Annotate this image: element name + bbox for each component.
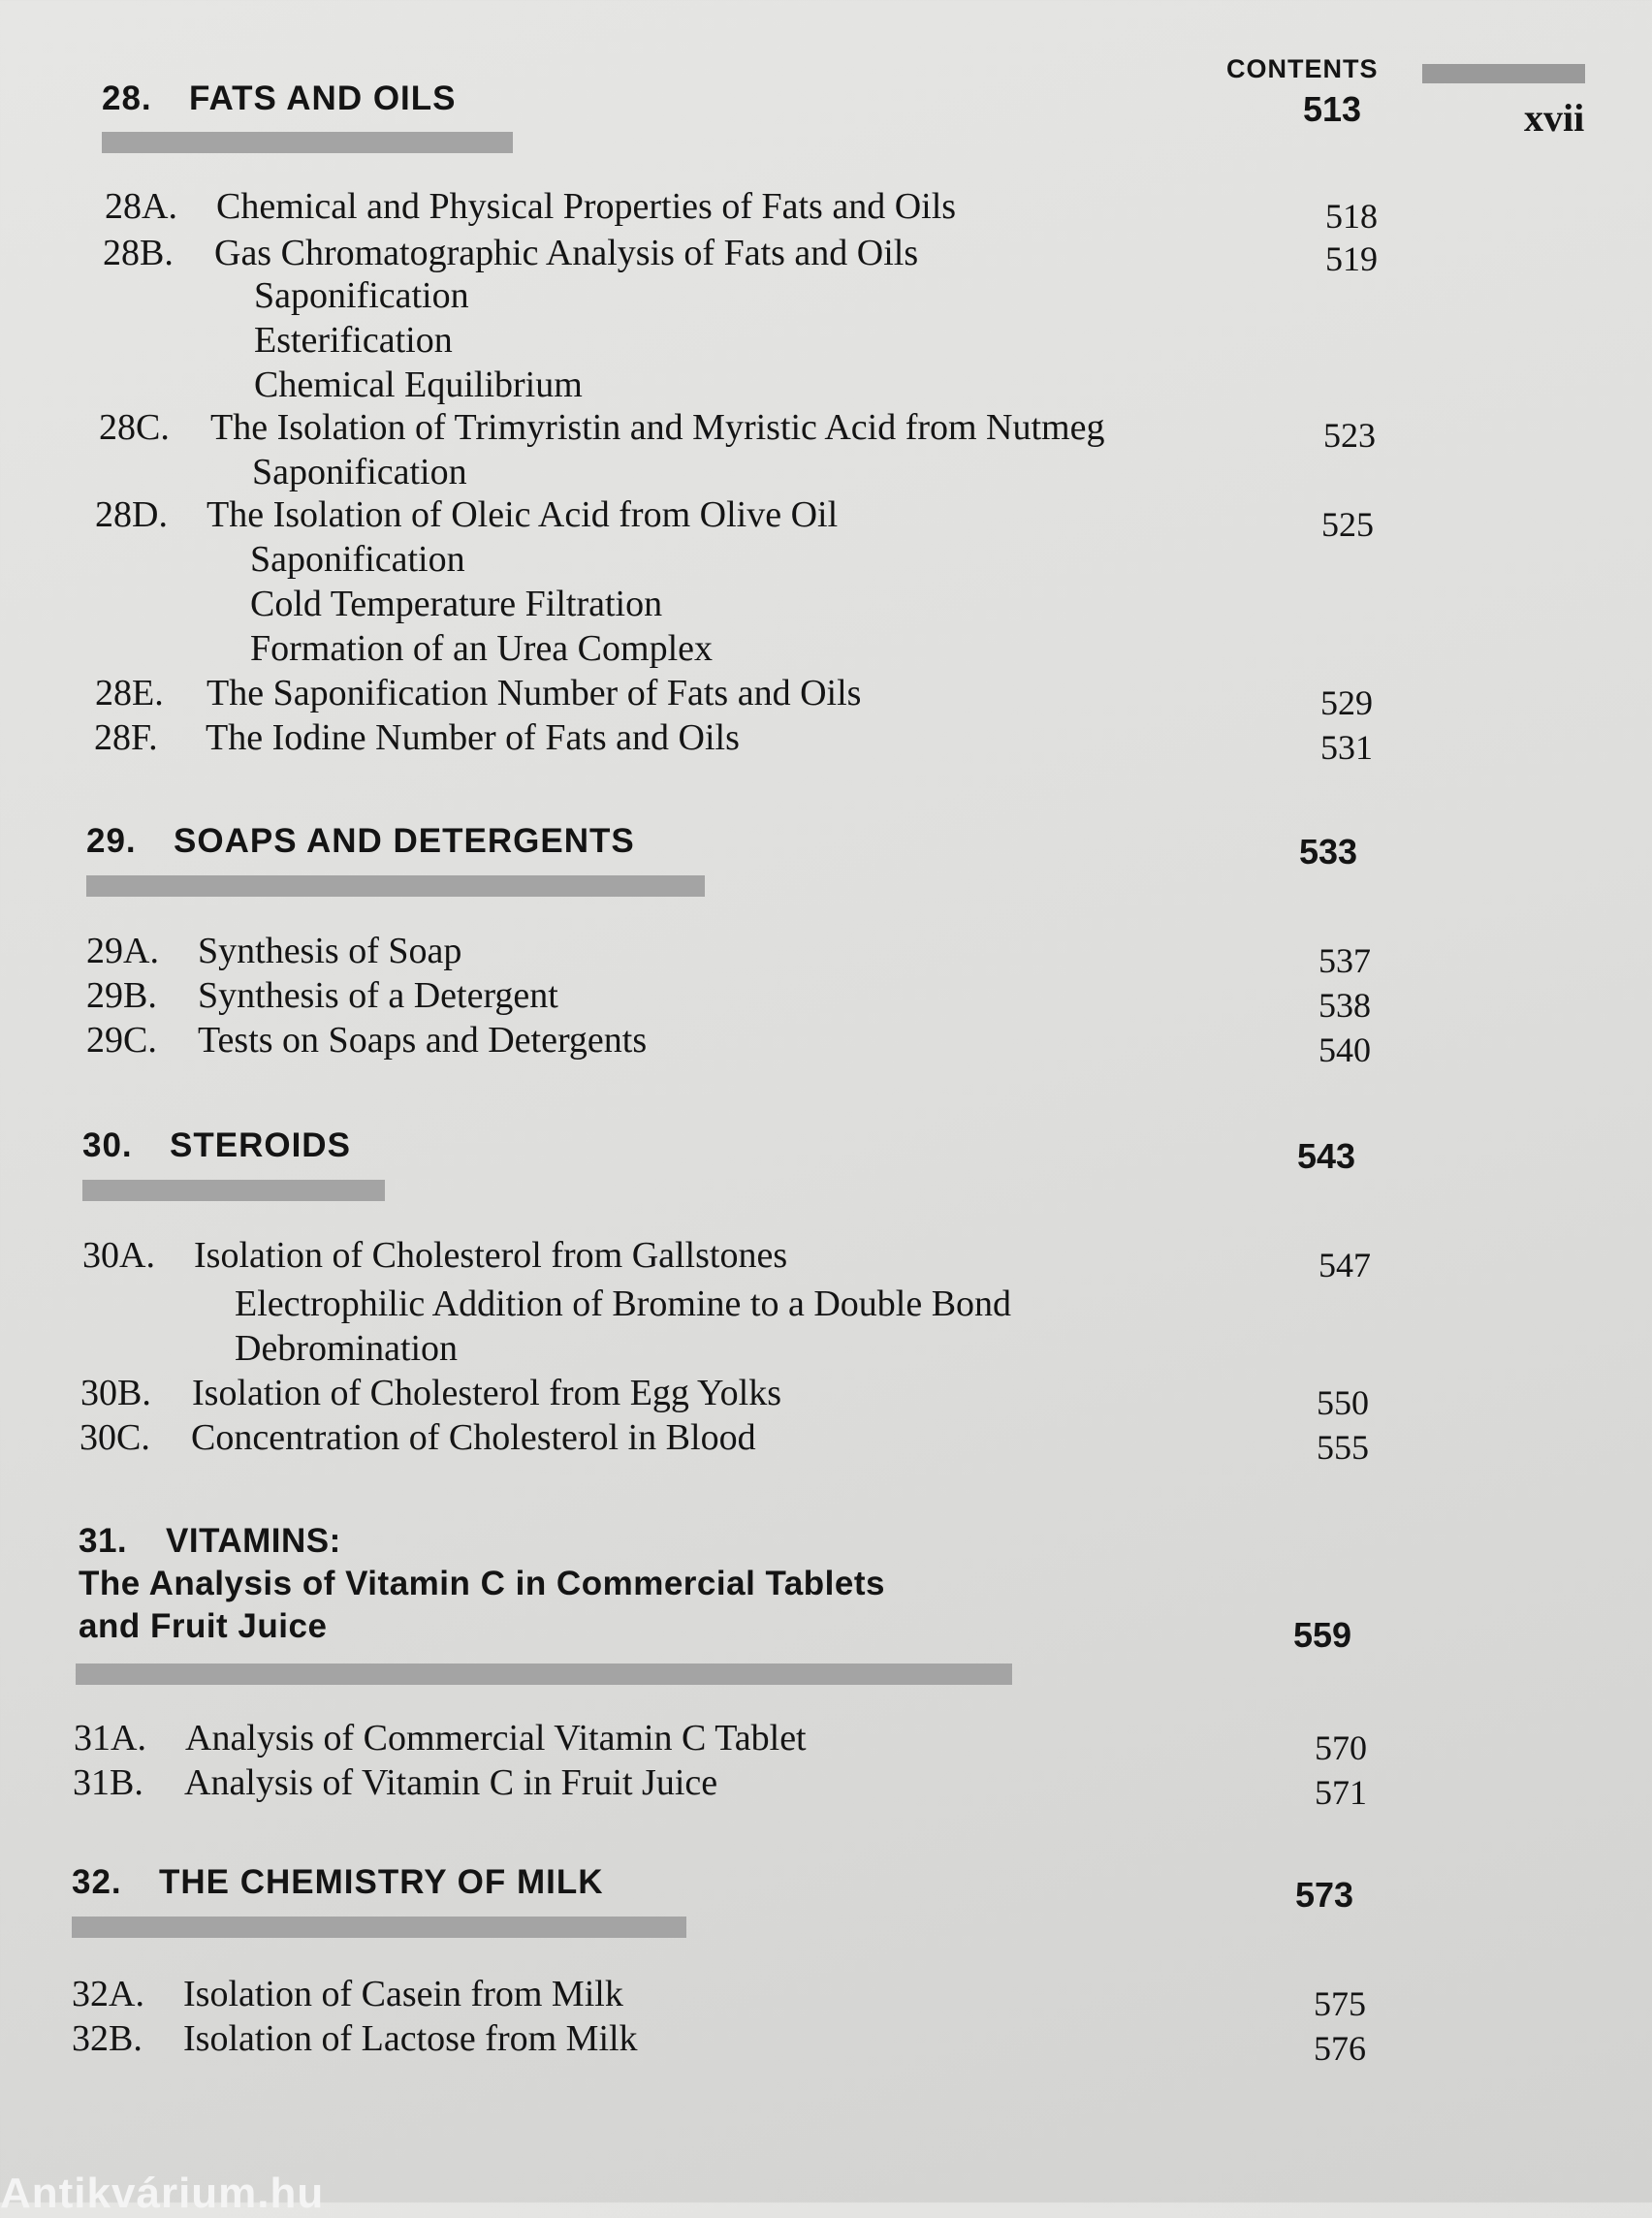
toc-entry[interactable] xyxy=(80,1371,781,1415)
chapter-rule xyxy=(102,132,513,153)
entry-page: 575 xyxy=(1314,1984,1366,2023)
entry-code: 28F. xyxy=(94,717,158,758)
entry-page: 547 xyxy=(1318,1246,1371,1284)
entry-code: 31B. xyxy=(73,1762,143,1803)
entry-code: 28A. xyxy=(105,186,177,227)
chapter-rule xyxy=(86,875,705,897)
chapter-number: 30. xyxy=(82,1126,133,1164)
entry-title: Chemical and Physical Properties of Fats and Oils xyxy=(216,186,957,227)
toc-entry[interactable] xyxy=(103,231,918,275)
entry-subtopic: Saponification xyxy=(254,275,469,316)
entry-page: 519 xyxy=(1325,239,1378,278)
toc-entry[interactable] xyxy=(86,929,461,973)
entry-page: 550 xyxy=(1317,1383,1369,1422)
toc-entry[interactable] xyxy=(72,2016,638,2061)
entry-subtopic: Chemical Equilibrium xyxy=(254,364,583,405)
running-header-label: CONTENTS xyxy=(1226,54,1379,83)
toc-entry[interactable] xyxy=(95,492,838,537)
toc-entry[interactable] xyxy=(72,1972,623,2016)
chapter-heading xyxy=(86,820,635,863)
entry-title: Isolation of Cholesterol from Gallstones xyxy=(194,1235,788,1276)
entry-title: Gas Chromatographic Analysis of Fats and Oils xyxy=(214,233,919,273)
entry-page: 537 xyxy=(1318,941,1371,980)
entry-code: 28B. xyxy=(103,233,174,273)
entry-code: 29A. xyxy=(86,931,159,971)
chapter-title: SOAPS AND DETERGENTS xyxy=(174,822,635,860)
entry-page: 518 xyxy=(1325,197,1378,236)
entry-page: 538 xyxy=(1318,986,1371,1025)
entry-page: 555 xyxy=(1317,1428,1369,1467)
entry-title: Analysis of Vitamin C in Fruit Juice xyxy=(184,1762,718,1803)
entry-title: Isolation of Lactose from Milk xyxy=(183,2018,638,2059)
entry-code: 32A. xyxy=(72,1974,144,2014)
toc-entry[interactable] xyxy=(73,1760,717,1805)
entry-page: 576 xyxy=(1314,2029,1366,2068)
entry-page: 525 xyxy=(1321,505,1374,544)
chapter-page: 533 xyxy=(1299,832,1358,871)
page-number: xvii xyxy=(1524,96,1585,140)
toc-entry[interactable] xyxy=(86,973,558,1018)
chapter-rule xyxy=(82,1180,385,1201)
chapter-heading xyxy=(102,78,457,120)
entry-title: Synthesis of Soap xyxy=(198,931,462,971)
entry-code: 30B. xyxy=(80,1373,151,1413)
entry-subtopic: Formation of an Urea Complex xyxy=(250,628,714,669)
chapter-title-line: and Fruit Juice xyxy=(79,1607,328,1645)
entry-page: 523 xyxy=(1323,416,1376,455)
entry-code: 30C. xyxy=(79,1417,150,1458)
entry-page: 540 xyxy=(1318,1030,1371,1069)
entry-subtopic: Saponification xyxy=(252,452,467,492)
entry-subtopic: Debromination xyxy=(235,1328,459,1369)
chapter-number: 31. xyxy=(79,1522,128,1560)
chapter-page: 513 xyxy=(1303,89,1362,129)
entry-subtopic: Electrophilic Addition of Bromine to a Double Bond xyxy=(235,1283,1012,1324)
entry-subtopic: Esterification xyxy=(254,320,453,361)
entry-code: 28C. xyxy=(99,407,170,448)
entry-code: 29C. xyxy=(86,1020,157,1061)
entry-title: The Saponification Number of Fats and Oils xyxy=(206,673,862,713)
header-rule xyxy=(1422,64,1585,83)
entry-page: 571 xyxy=(1315,1773,1367,1812)
chapter-page: 543 xyxy=(1297,1136,1356,1176)
entry-subtopic: Saponification xyxy=(250,539,465,580)
chapter-rule xyxy=(76,1664,1012,1685)
entry-code: 28D. xyxy=(95,494,168,535)
chapter-title: VITAMINS: xyxy=(166,1522,341,1560)
toc-entry[interactable] xyxy=(105,184,956,229)
chapter-number: 28. xyxy=(102,79,152,117)
chapter-title: FATS AND OILS xyxy=(189,79,457,117)
entry-title: The Iodine Number of Fats and Oils xyxy=(206,717,740,758)
entry-code: 29B. xyxy=(86,975,157,1016)
chapter-title-line: The Analysis of Vitamin C in Commercial Tablets xyxy=(79,1565,885,1602)
chapter-heading xyxy=(72,1861,604,1904)
chapter-page: 573 xyxy=(1295,1875,1354,1915)
chapter-heading xyxy=(82,1125,351,1167)
chapter-number: 29. xyxy=(86,822,137,860)
toc-entry[interactable] xyxy=(86,1018,647,1062)
entry-title: Synthesis of a Detergent xyxy=(198,975,558,1016)
entry-page: 570 xyxy=(1315,1728,1367,1767)
entry-subtopic: Cold Temperature Filtration xyxy=(250,584,663,624)
toc-entry[interactable] xyxy=(94,715,740,760)
watermark: Antikvárium.hu xyxy=(0,2170,325,2217)
toc-entry[interactable] xyxy=(79,1415,756,1460)
entry-title: Tests on Soaps and Detergents xyxy=(198,1020,648,1061)
entry-code: 32B. xyxy=(72,2018,143,2059)
chapter-title: STEROIDS xyxy=(170,1126,351,1164)
chapter-rule xyxy=(72,1917,686,1938)
toc-entry[interactable] xyxy=(95,671,861,715)
entry-code: 30A. xyxy=(82,1235,155,1276)
entry-title: Analysis of Commercial Vitamin C Tablet xyxy=(185,1718,807,1759)
entry-page: 531 xyxy=(1320,728,1373,767)
entry-page: 529 xyxy=(1320,683,1373,722)
chapter-heading xyxy=(79,1520,885,1648)
toc-entry[interactable] xyxy=(99,405,1104,450)
chapter-title: THE CHEMISTRY OF MILK xyxy=(159,1863,604,1901)
entry-title: Concentration of Cholesterol in Blood xyxy=(191,1417,756,1458)
entry-title: Isolation of Cholesterol from Egg Yolks xyxy=(192,1373,781,1413)
entry-title: The Isolation of Oleic Acid from Olive Oil xyxy=(206,494,839,535)
entry-code: 31A. xyxy=(74,1718,146,1759)
chapter-page: 559 xyxy=(1293,1615,1352,1655)
chapter-number: 32. xyxy=(72,1863,122,1901)
entry-title: Isolation of Casein from Milk xyxy=(183,1974,623,2014)
entry-code: 28E. xyxy=(95,673,164,713)
toc-entry[interactable] xyxy=(74,1716,807,1760)
toc-entry[interactable] xyxy=(82,1233,787,1278)
entry-title: The Isolation of Trimyristin and Myristic Acid from Nutmeg xyxy=(210,407,1105,448)
